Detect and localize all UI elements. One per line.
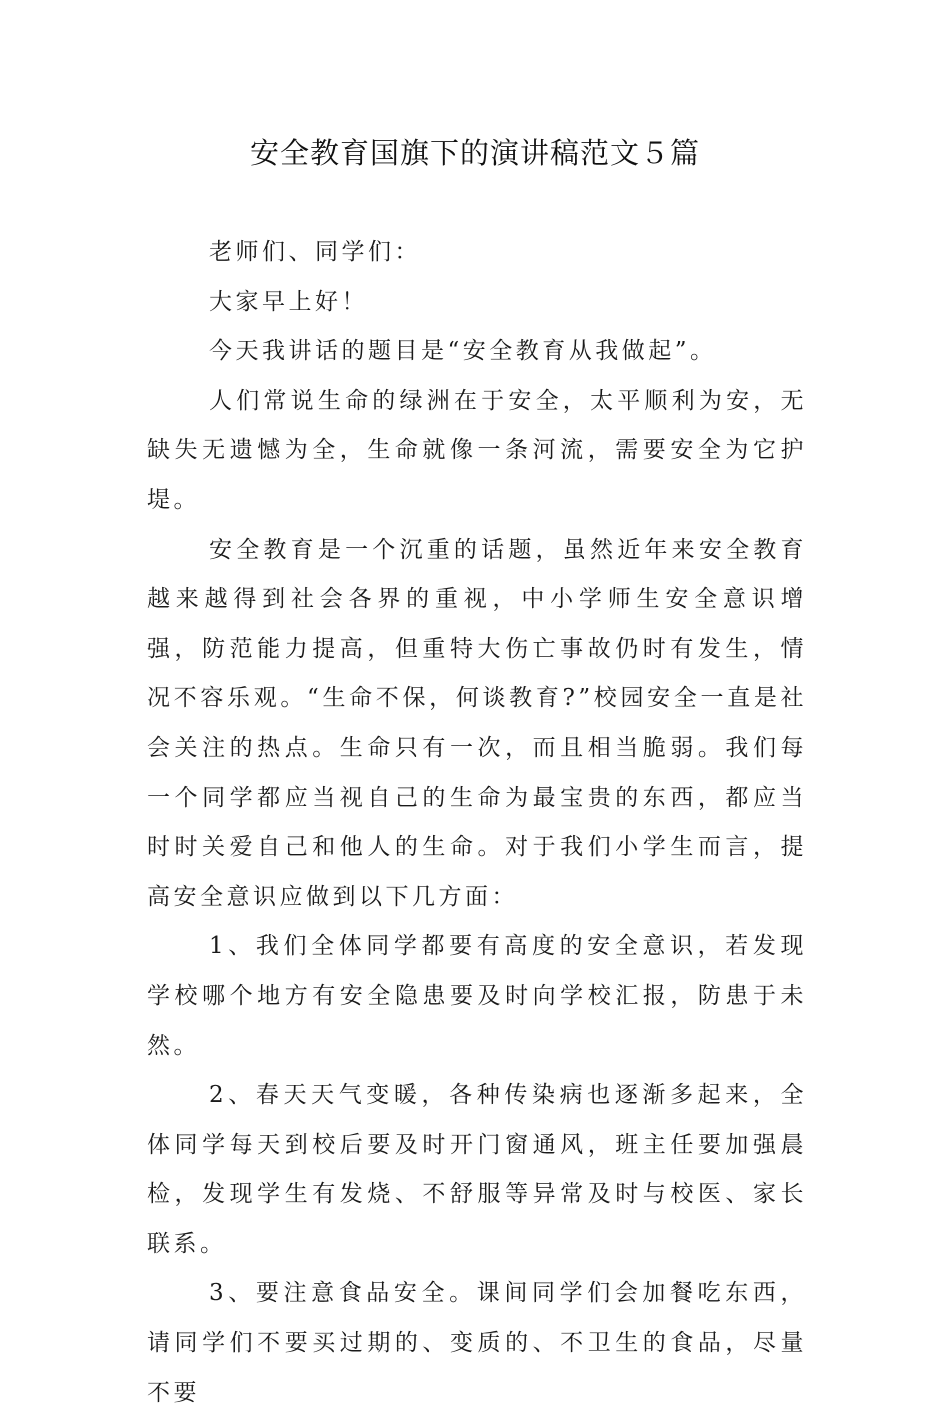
paragraph-salutation: 大家早上好！ bbox=[209, 288, 368, 315]
paragraph-point-2: 2、春天天气变暖，各种传染病也逐渐多起来，全体同学每天到校后要及时开门窗通风，班主任要加强晨检，发现学生有发烧、不舒服等异常及时与校医、家长联系。 bbox=[147, 1082, 807, 1257]
paragraph-intro: 人们常说生命的绿洲在于安全，太平顺利为安，无缺失无遗憾为全，生命就像一条河流，需要安全为它护堤。 bbox=[147, 387, 807, 513]
document-body bbox=[147, 228, 807, 1418]
paragraph-topic: 今天我讲话的题目是“安全教育从我做起”。 bbox=[209, 338, 717, 365]
paragraph-point-3: 3、要注意食品安全。课间同学们会加餐吃东西，请同学们不要买过期的、变质的、不卫生的食品，尽量不要 bbox=[147, 1280, 807, 1406]
paragraph-point-1: 1、我们全体同学都要有高度的安全意识，若发现学校哪个地方有安全隐患要及时向学校汇报，防患于未然。 bbox=[147, 933, 807, 1059]
paragraph-main: 安全教育是一个沉重的话题，虽然近年来安全教育越来越得到社会各界的重视，中小学师生安全意识增强，防范能力提高，但重特大伤亡事故仍时有发生，情况不容乐观。“生命不保，何谈教育?”校园安全一直是社会关注的热点。生命只有一次，而且相当脆弱。我们每一个同学都应当视自己的生命为最宝贵的东西，都应当时时关爱自己和他人的生命。对于我们小学生而言，提高安全意识应做到以下几方面： bbox=[147, 536, 807, 910]
document-title: 安全教育国旗下的演讲稿范文５篇 bbox=[249, 136, 700, 170]
paragraph-greeting: 老师们、同学们： bbox=[209, 239, 421, 265]
